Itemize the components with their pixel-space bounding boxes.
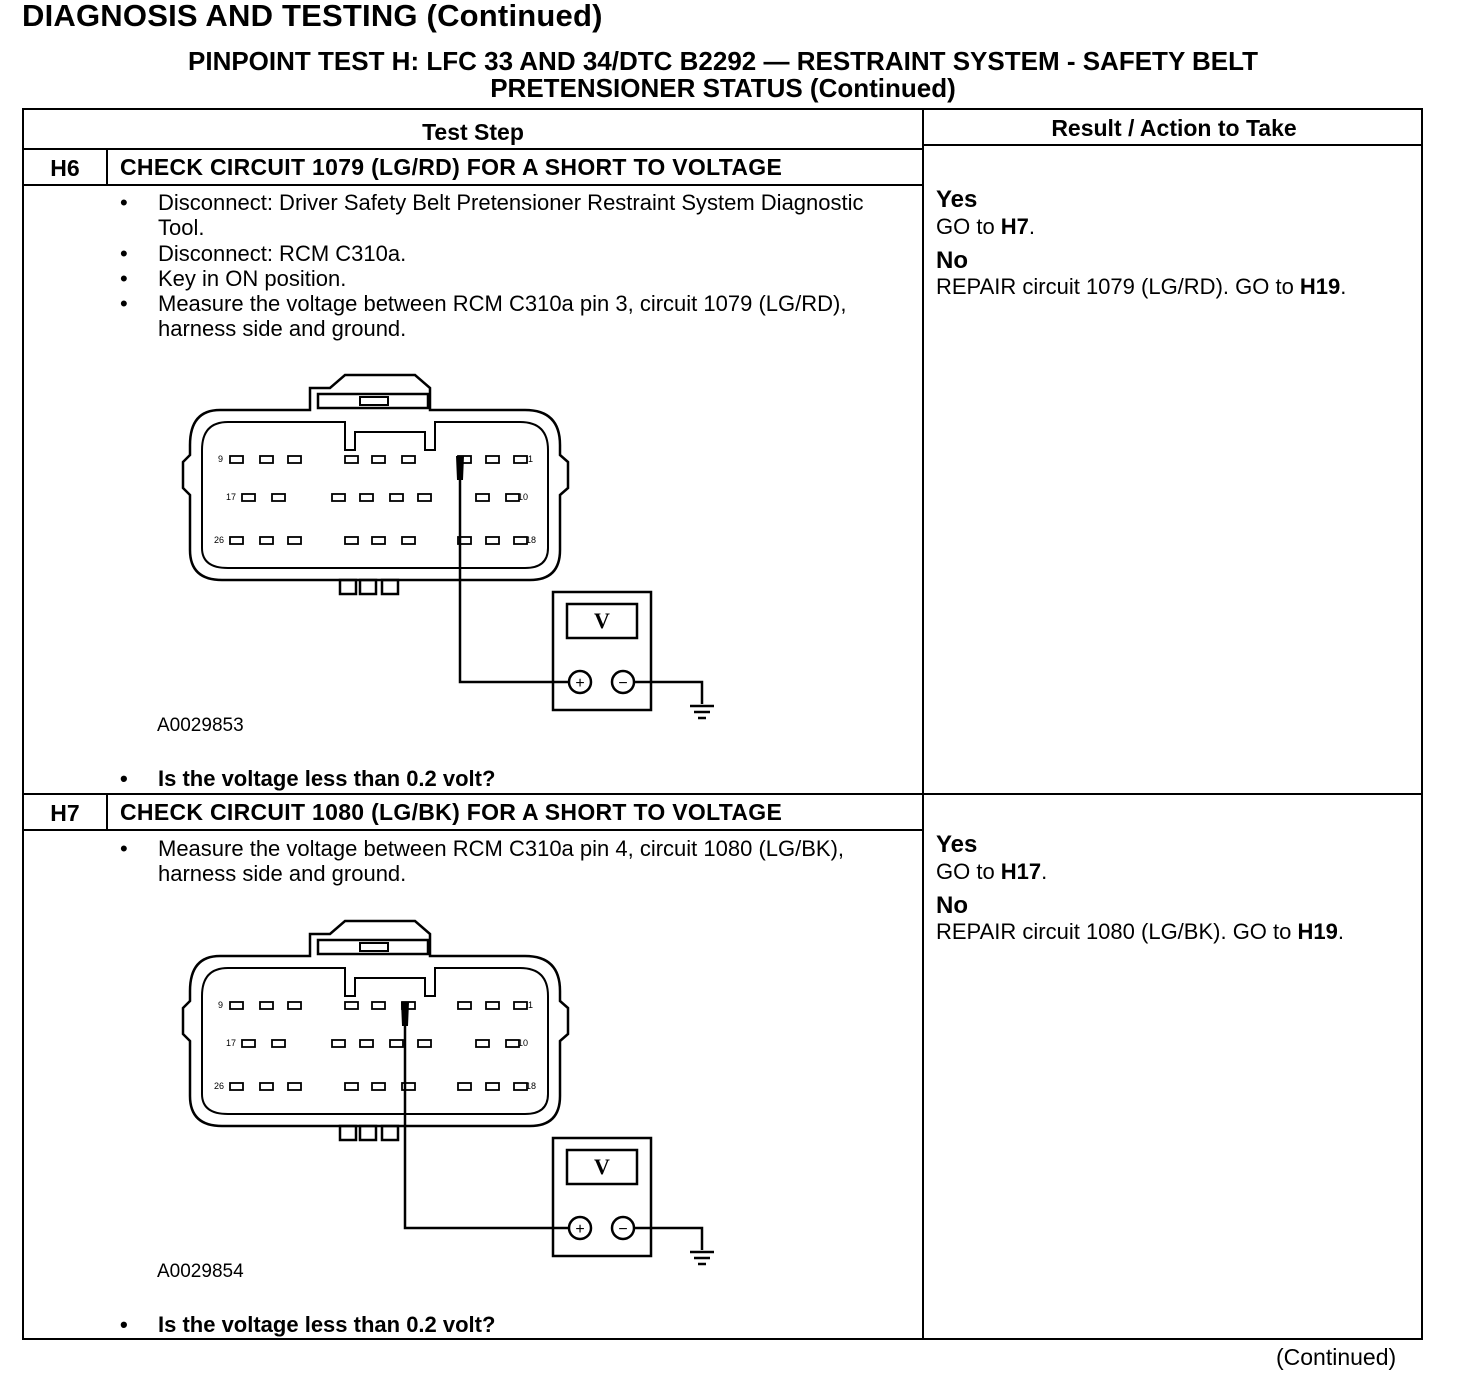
pin-number-26: 26 [214, 1081, 225, 1091]
header-rule-right [922, 144, 1423, 146]
h6-bullet-3: • Key in ON position. [120, 266, 347, 291]
h7-id-divider [106, 795, 108, 831]
pin-cavity-r3-1 [230, 537, 243, 544]
pin-cavity-r1-9 [514, 1002, 527, 1009]
plus-sign: + [575, 675, 585, 692]
latch-tab [360, 397, 388, 405]
h7-no-target-link[interactable]: H19 [1297, 919, 1338, 944]
h6-bullet-1: • Disconnect: Driver Safety Belt Pretensioner Restraint System Diagnostic Tool. [120, 190, 864, 240]
pin-number-18: 18 [526, 535, 537, 545]
pinpoint-test-title: PINPOINT TEST H: LFC 33 AND 34/DTC B2292 — RESTRAINT SYSTEM - SAFETY BELT [188, 46, 1258, 76]
h6-id-divider [106, 148, 108, 186]
h7-yes-action: GO to H17. [936, 859, 1048, 884]
h6-no-action: REPAIR circuit 1079 (LG/RD). GO to H19. [936, 274, 1347, 299]
pin-number-18: 18 [526, 1081, 537, 1091]
pin-cavity-r1-6 [402, 456, 415, 463]
pin-cavity-r2-1 [242, 1040, 255, 1047]
h6-question: • Is the voltage less than 0.2 volt? [120, 766, 496, 791]
connector-diagram-h7 [180, 916, 740, 1276]
pin-cavity-r3-7 [458, 1083, 471, 1090]
pin-cavity-r3-6 [402, 537, 415, 544]
pin-cavity-r1-5 [372, 1002, 385, 1009]
h6-bullet-2: • Disconnect: RCM C310a. [120, 241, 407, 266]
col-header-result: Result / Action to Take [1051, 115, 1297, 141]
pin-cavity-r2-2 [272, 1040, 285, 1047]
pin-cavity-r3-2 [260, 1083, 273, 1090]
pin-cavity-r2-5 [390, 494, 403, 501]
pin-number-10: 10 [518, 492, 529, 502]
header-rule-left [24, 148, 922, 150]
step-title-h7: CHECK CIRCUIT 1080 (LG/BK) FOR A SHORT TO VOLTAGE [120, 799, 783, 825]
plus-sign: + [575, 1221, 585, 1238]
pin-cavity-r1-1 [230, 1002, 243, 1009]
step-id-h6: H6 [50, 155, 80, 181]
ground-lead [634, 1228, 702, 1250]
h6-yes-label: Yes [936, 186, 978, 213]
pin-cavity-r1-4 [345, 1002, 358, 1009]
column-divider [922, 110, 924, 1340]
pin-cavity-r3-8 [486, 1083, 499, 1090]
step-id-h7: H7 [50, 800, 80, 826]
h7-bullet-1: • Measure the voltage between RCM C310a pin 4, circuit 1080 (LG/BK), harness side and ground. [120, 836, 845, 886]
pin-cavity-r3-2 [260, 537, 273, 544]
pin-cavity-r1-5 [372, 456, 385, 463]
pin-cavity-r2-3 [332, 1040, 345, 1047]
pin-cavity-r2-1 [242, 494, 255, 501]
pin-cavity-r2-7 [476, 1040, 489, 1047]
minus-sign: − [618, 675, 628, 692]
pin-cavity-r2-5 [390, 1040, 403, 1047]
pin-cavity-r3-5 [372, 1083, 385, 1090]
pinpoint-test-subtitle: PRETENSIONER STATUS (Continued) [490, 73, 956, 103]
voltmeter-unit-label: V [594, 1154, 610, 1179]
pin-cavity-r1-2 [260, 456, 273, 463]
pin-number-9: 9 [218, 454, 224, 464]
test-probe [456, 456, 464, 480]
connector-lug-1 [340, 580, 356, 594]
pin-cavity-r2-6 [418, 494, 431, 501]
pin-number-17: 17 [226, 492, 237, 502]
pin-cavity-r3-3 [288, 537, 301, 544]
step-title-h6: CHECK CIRCUIT 1079 (LG/RD) FOR A SHORT TO VOLTAGE [120, 154, 783, 180]
pin-cavity-r3-4 [345, 537, 358, 544]
h7-question: • Is the voltage less than 0.2 volt? [120, 1312, 496, 1337]
connector-lug-1 [340, 1126, 356, 1140]
pin-cavity-r1-1 [230, 456, 243, 463]
pin-cavity-r1-9 [514, 456, 527, 463]
h7-yes-target-link[interactable]: H17 [1000, 859, 1042, 884]
minus-sign: − [618, 1221, 628, 1238]
pin-number-1: 1 [528, 454, 534, 464]
h7-title-rule [24, 829, 922, 831]
pin-cavity-r2-7 [476, 494, 489, 501]
pin-cavity-r1-8 [486, 1002, 499, 1009]
figure-id-h7: A0029854 [157, 1261, 244, 1282]
voltmeter-unit-label: V [594, 608, 610, 633]
latch-tab [360, 943, 388, 951]
pin-cavity-r3-3 [288, 1083, 301, 1090]
figure-id-h6: A0029853 [157, 715, 244, 736]
connector-lug-2 [360, 580, 376, 594]
pin-cavity-r1-8 [486, 456, 499, 463]
connector-lug-2 [360, 1126, 376, 1140]
pin-cavity-r2-6 [418, 1040, 431, 1047]
h6-yes-action: GO to H7. [936, 214, 1036, 239]
pin-cavity-r2-2 [272, 494, 285, 501]
h7-no-action: REPAIR circuit 1080 (LG/BK). GO to H19. [936, 919, 1344, 944]
page-title: DIAGNOSIS AND TESTING (Continued) [22, 0, 603, 33]
connector-lug-3 [382, 1126, 398, 1140]
h6-yes-target-link[interactable]: H7 [1000, 214, 1029, 239]
continued-note: (Continued) [1276, 1344, 1397, 1370]
h6-bullet-4: • Measure the voltage between RCM C310a pin 3, circuit 1079 (LG/RD), harness side and ground. [120, 291, 847, 341]
col-header-test-step: Test Step [422, 119, 524, 145]
pin-cavity-r1-3 [288, 456, 301, 463]
test-probe [401, 1002, 409, 1026]
pin-number-10: 10 [518, 1038, 529, 1048]
h6-no-label: No [936, 247, 968, 274]
pin-number-26: 26 [214, 535, 225, 545]
h6-no-target-link[interactable]: H19 [1299, 274, 1341, 299]
h7-yes-label: Yes [936, 831, 978, 858]
h7-no-label: No [936, 892, 968, 919]
pin-cavity-r3-1 [230, 1083, 243, 1090]
pin-cavity-r1-7 [458, 1002, 471, 1009]
connector-lug-3 [382, 580, 398, 594]
pin-cavity-r2-4 [360, 1040, 373, 1047]
pin-cavity-r1-2 [260, 1002, 273, 1009]
pin-cavity-r2-3 [332, 494, 345, 501]
pin-number-1: 1 [528, 1000, 534, 1010]
pin-cavity-r1-4 [345, 456, 358, 463]
pin-cavity-r3-8 [486, 537, 499, 544]
pin-number-9: 9 [218, 1000, 224, 1010]
pin-cavity-r3-5 [372, 537, 385, 544]
pin-cavity-r1-3 [288, 1002, 301, 1009]
pin-cavity-r2-4 [360, 494, 373, 501]
connector-diagram-h6 [180, 370, 740, 730]
pin-number-17: 17 [226, 1038, 237, 1048]
pin-cavity-r3-4 [345, 1083, 358, 1090]
h6-title-rule [24, 184, 922, 186]
row-divider [24, 793, 1423, 795]
ground-lead [634, 682, 702, 704]
